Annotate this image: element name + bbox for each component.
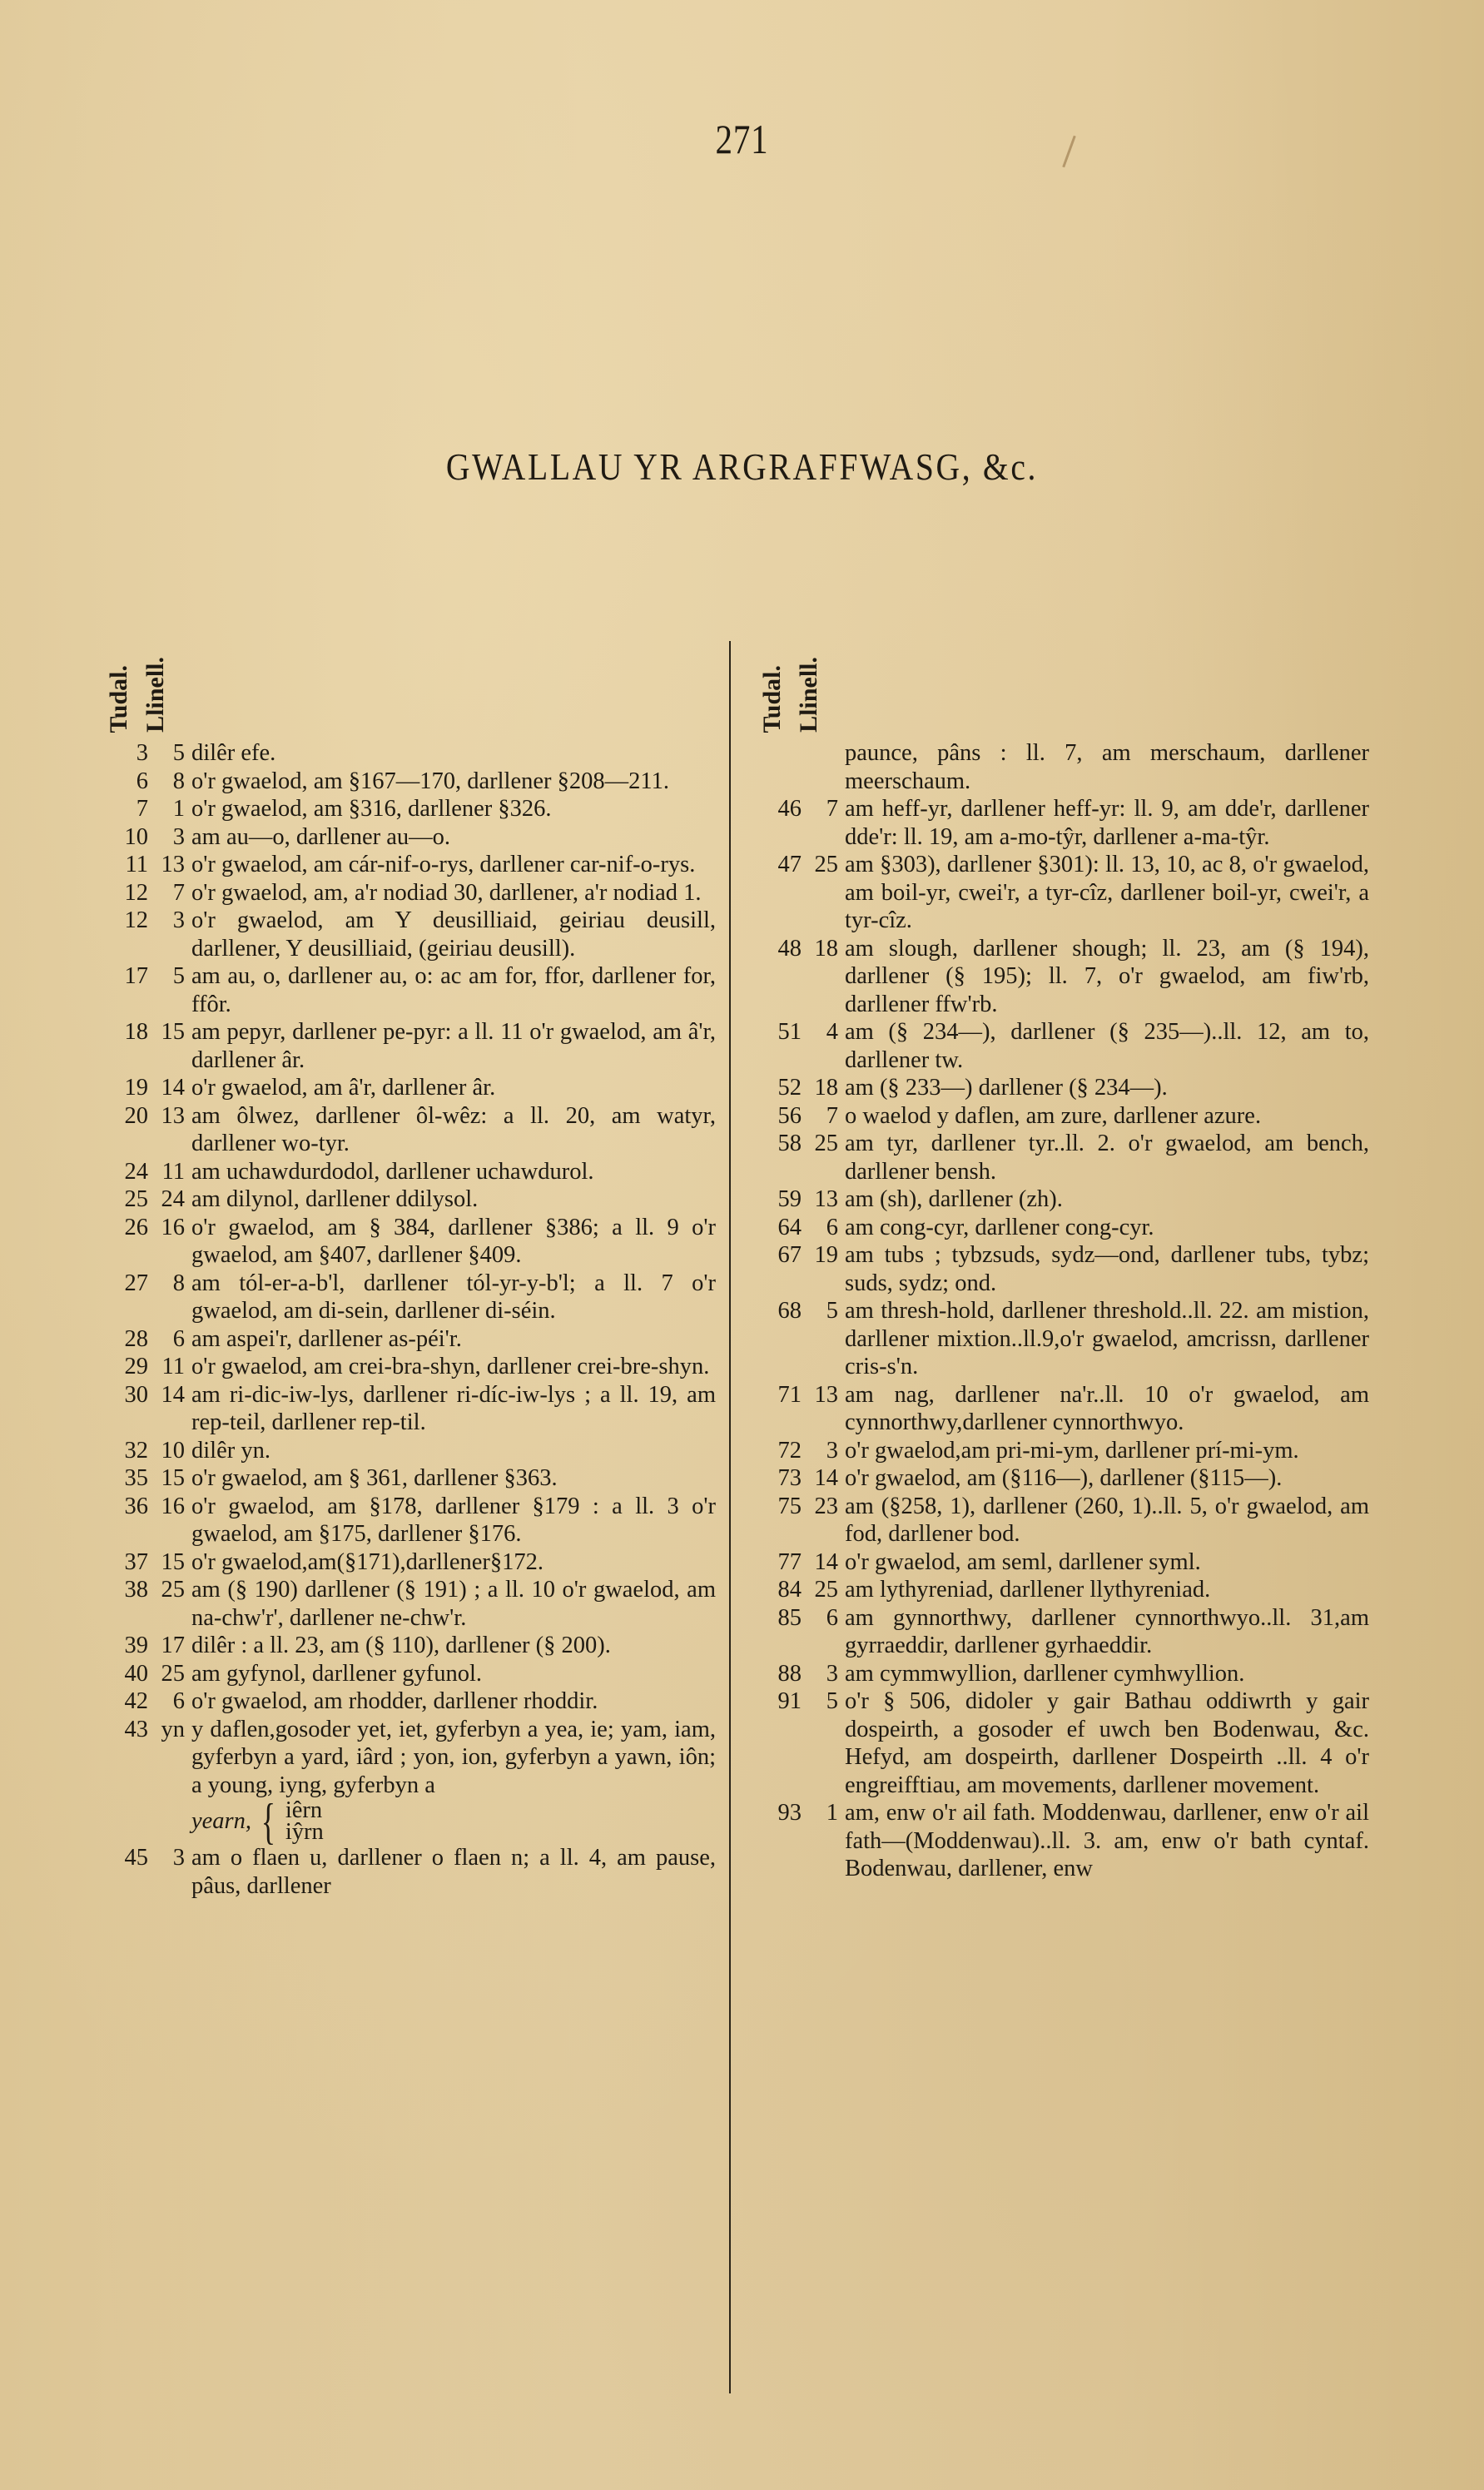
- column-header: [100, 633, 716, 739]
- entry-page-number: 24: [124, 1158, 148, 1185]
- errata-entry: [100, 1353, 716, 1381]
- entry-correction-text: o'r gwaelod, am rhodder, darllener rhoddir.: [191, 1688, 598, 1714]
- header-llinell: Llinell.: [795, 657, 822, 733]
- entry-correction-text: am dilynol, darllener ddilysol.: [191, 1186, 479, 1212]
- entry-correction-text: am heff-yr, darllener heff-yr: ll. 9, am dde'r, darllener dde'r: ll. 19, am a-mo-tŷr, darllener a-ma-tŷr.: [845, 796, 1369, 850]
- errata-entry: [753, 1548, 1369, 1577]
- entry-correction-text: paunce, pâns : ll. 7, am merschaum, darllener meerschaum.: [845, 740, 1369, 794]
- errata-entry: [100, 795, 716, 823]
- entry-line-number: 13: [161, 852, 185, 877]
- entry-correction-text: am tyr, darllener tyr..ll. 2. o'r gwaelod, am bench, darllener bensh.: [845, 1131, 1369, 1185]
- entry-line-number: 13: [814, 1186, 838, 1212]
- entry-page-number: 93: [777, 1800, 802, 1826]
- entry-line-number: 3: [826, 1660, 838, 1687]
- entry-correction-text: am gynnorthwy, darllener cynnorthwyo..ll. 31,am gyrraeddir, darllener gyrhaeddir.: [845, 1604, 1369, 1658]
- errata-entry: [100, 1632, 716, 1660]
- entry-line-number: 15: [161, 1548, 185, 1575]
- entry-line-number: 1: [826, 1800, 838, 1826]
- entry-page-number: 27: [124, 1270, 148, 1296]
- entry-page-number: 68: [777, 1298, 802, 1324]
- entry-line-number: 3: [172, 823, 185, 850]
- column-divider: [729, 641, 731, 2393]
- entry-correction-text: am tól-er-a-b'l, darllener tól-yr-y-b'l; a ll. 7 o'r gwaelod, am di-sein, darllener di-séin.: [191, 1270, 716, 1324]
- entry-page-number: 84: [777, 1577, 802, 1603]
- errata-entry: [100, 1493, 716, 1548]
- entry-page-number: 6: [136, 768, 148, 794]
- entry-correction-text: o'r gwaelod, am § 384, darllener §386; a ll. 9 o'r gwaelod, am §407, darllener §409.: [191, 1214, 716, 1268]
- header-tudal: Tudal.: [758, 664, 786, 733]
- entry-line-number: 5: [172, 740, 185, 766]
- entry-line-number: 25: [161, 1660, 185, 1687]
- errata-entry: [753, 1576, 1369, 1604]
- entry-correction-text: am ôlwez, darllener ôl-wêz: a ll. 20, am watyr, darllener wo-tyr.: [191, 1102, 716, 1156]
- entry-line-number: 13: [161, 1102, 185, 1129]
- entry-page-number: 71: [777, 1381, 802, 1408]
- entry-line-number: 24: [161, 1186, 185, 1212]
- brace-word: yearn,: [191, 1808, 252, 1834]
- entry-correction-text: am gyfynol, darllener gyfunol.: [191, 1660, 483, 1687]
- entry-correction-text: am au—o, darllener au—o.: [191, 823, 451, 850]
- entry-line-number: 11: [161, 1354, 185, 1379]
- entry-line-number: 15: [161, 1019, 185, 1045]
- entry-line-number: 13: [814, 1381, 838, 1408]
- entry-line-number: 6: [826, 1214, 838, 1240]
- entry-correction-text: dilêr efe.: [191, 740, 276, 766]
- errata-entry: [753, 1297, 1369, 1381]
- errata-entry: [100, 1464, 716, 1493]
- entry-correction-text: o'r gwaelod, am §316, darllener §326.: [191, 796, 552, 822]
- entry-page-number: 39: [124, 1633, 148, 1658]
- entry-line-number: 5: [172, 963, 185, 989]
- entry-line-number: 8: [172, 1270, 185, 1296]
- entry-correction-text: am (sh), darllener (zh).: [845, 1186, 1063, 1212]
- errata-entry: [100, 1687, 716, 1716]
- entry-page-number: 36: [124, 1493, 148, 1519]
- errata-entry: [753, 1381, 1369, 1437]
- entry-correction-text: o'r gwaelod, am § 361, darllener §363.: [191, 1465, 558, 1491]
- entry-line-number: 6: [172, 1325, 185, 1352]
- entry-line-number: 25: [814, 852, 838, 877]
- entry-line-number: 25: [814, 1577, 838, 1603]
- entry-correction-text: dilêr : a ll. 23, am (§ 110), darllener (§ 200).: [191, 1633, 611, 1658]
- entry-page-number: 35: [124, 1465, 148, 1491]
- entry-line-number: 4: [826, 1019, 838, 1045]
- entry-page-number: 64: [777, 1214, 802, 1240]
- errata-entry: [100, 1660, 716, 1688]
- entry-correction-text: o'r gwaelod, am â'r, darllener âr.: [191, 1075, 496, 1101]
- entry-correction-text: am aspei'r, darllener as-péi'r.: [191, 1325, 462, 1352]
- errata-entry: [100, 823, 716, 852]
- errata-entry: [100, 768, 716, 796]
- entry-page-number: 42: [124, 1688, 148, 1714]
- entry-correction-text: dilêr yn.: [191, 1437, 270, 1464]
- entry-correction-text: o'r gwaelod,am pri-mi-ym, darllener prí-mi-ym.: [845, 1437, 1299, 1464]
- errata-entry: [753, 1660, 1369, 1688]
- errata-entry: [753, 795, 1369, 851]
- entry-page-number: 32: [124, 1437, 148, 1464]
- entry-line-number: 7: [826, 796, 838, 822]
- entry-page-number: 10: [124, 823, 148, 850]
- errata-entry: [753, 1687, 1369, 1799]
- column-header: [753, 633, 1369, 739]
- entry-line-number: 3: [172, 1845, 185, 1871]
- entry-page-number: 12: [124, 907, 148, 933]
- entry-correction-text: am o flaen u, darllener o flaen n; a ll. 4, am pause, pâus, darllener: [191, 1845, 716, 1899]
- errata-entry: [753, 1241, 1369, 1297]
- entry-line-number: 8: [172, 768, 185, 794]
- entry-line-number: 14: [161, 1381, 185, 1408]
- entry-correction-text: am cong-cyr, darllener cong-cyr.: [845, 1214, 1154, 1240]
- entry-page-number: 18: [124, 1019, 148, 1045]
- errata-entry: [753, 1130, 1369, 1185]
- entry-correction-text: am slough, darllener shough; ll. 23, am (§ 194), darllener (§ 195); ll. 7, o'r gwaelod, am fiw'rb, darllener ffw'rb.: [845, 935, 1369, 1017]
- entry-page-number: 48: [777, 935, 802, 962]
- entry-page-number: 38: [124, 1577, 148, 1603]
- entry-correction-text: am uchawdurdodol, darllener uchawdurol.: [191, 1158, 594, 1185]
- entry-line-number: 14: [161, 1075, 185, 1101]
- entry-page-number: 26: [124, 1214, 148, 1240]
- entry-correction-text: o'r gwaelod, am (§116—), darllener (§115—).: [845, 1465, 1283, 1491]
- errata-entry: [753, 1102, 1369, 1131]
- entry-correction-text: o'r gwaelod, am §167—170, darllener §208—211.: [191, 768, 669, 794]
- errata-entry: [100, 879, 716, 907]
- errata-entry: [100, 1325, 716, 1354]
- entry-page-number: 17: [124, 963, 148, 989]
- entry-line-number: 17: [161, 1633, 185, 1658]
- entry-line-number: 6: [172, 1688, 185, 1714]
- entry-page-number: 37: [124, 1548, 148, 1575]
- entry-line-number: 16: [161, 1214, 185, 1240]
- entry-line-number: yn: [161, 1716, 185, 1742]
- errata-entry: [100, 1102, 716, 1158]
- entry-page-number: 45: [124, 1845, 148, 1871]
- brace-option: iêrn: [285, 1797, 323, 1823]
- errata-entry: [100, 739, 716, 768]
- entry-correction-text: o'r gwaelod, am, a'r nodiad 30, darllener, a'r nodiad 1.: [191, 879, 702, 906]
- errata-entry: [753, 1464, 1369, 1493]
- errata-entry: [100, 907, 716, 962]
- entry-page-number: 43: [124, 1716, 148, 1742]
- entry-correction-text: am, enw o'r ail fath. Moddenwau, darllener, enw o'r ail fath—(Moddenwau)..ll. 3. am, enw o'r bath cyntaf. Bodenwau, darllener, enw: [845, 1800, 1369, 1881]
- entry-page-number: 85: [777, 1604, 802, 1631]
- entry-page-number: 52: [777, 1075, 802, 1101]
- entry-correction-text: am ri-dic-iw-lys, darllener ri-díc-iw-lys ; a ll. 19, am rep-teil, darllener rep-til.: [191, 1381, 716, 1435]
- entry-page-number: 58: [777, 1131, 802, 1156]
- entry-line-number: 5: [826, 1688, 838, 1714]
- entry-page-number: 11: [125, 852, 148, 877]
- entry-page-number: 72: [777, 1437, 802, 1464]
- errata-entry: [100, 1185, 716, 1214]
- errata-entry: [100, 1158, 716, 1186]
- errata-entry: [100, 1214, 716, 1270]
- errata-column-right: [753, 633, 1369, 1883]
- entry-correction-text: am (§258, 1), darllener (260, 1)..ll. 5, o'r gwaelod, am fod, darllener bod.: [845, 1493, 1369, 1547]
- errata-column-left: [100, 633, 716, 1900]
- errata-entry: [100, 1576, 716, 1632]
- entry-correction-text: am cymmwyllion, darllener cymhwyllion.: [845, 1660, 1245, 1687]
- header-llinell: Llinell.: [141, 657, 169, 733]
- entry-page-number: 59: [777, 1186, 802, 1212]
- entry-page-number: 47: [777, 852, 802, 877]
- page-title: GWALLAU YR ARGRAFFWASG, &c.: [445, 446, 1039, 488]
- errata-list: [100, 739, 716, 1900]
- page-number: 271: [715, 116, 769, 162]
- entry-line-number: 25: [161, 1577, 185, 1603]
- entry-page-number: 67: [777, 1242, 802, 1268]
- entry-line-number: 5: [826, 1298, 838, 1324]
- entry-line-number: 18: [814, 1075, 838, 1101]
- entry-page-number: 75: [777, 1493, 802, 1519]
- entry-correction-text: am thresh-hold, darllener threshold..ll. 22. am mistion, darllener mixtion..ll.9,o'r gwaelod, amcrissn, darllener cris-s'n.: [845, 1298, 1369, 1379]
- entry-line-number: 23: [814, 1493, 838, 1519]
- entry-line-number: 14: [814, 1548, 838, 1575]
- errata-entry: [753, 1074, 1369, 1102]
- errata-entry: [100, 1270, 716, 1325]
- entry-correction-text: am pepyr, darllener pe-pyr: a ll. 11 o'r gwaelod, am â'r, darllener âr.: [191, 1019, 716, 1073]
- entry-page-number: 91: [777, 1688, 802, 1714]
- entry-page-number: 51: [777, 1019, 802, 1045]
- errata-entry: [100, 1437, 716, 1465]
- entry-page-number: 12: [124, 879, 148, 906]
- entry-line-number: 25: [814, 1131, 838, 1156]
- entry-line-number: 7: [172, 879, 185, 906]
- entry-line-number: 19: [814, 1242, 838, 1268]
- entry-correction-text: am lythyreniad, darllener llythyreniad.: [845, 1577, 1211, 1603]
- errata-entry: [753, 851, 1369, 935]
- entry-page-number: 20: [124, 1102, 148, 1129]
- entry-correction-text: am (§ 190) darllener (§ 191) ; a ll. 10 o'r gwaelod, am na-chw'r', darllener ne-chw'r.: [191, 1577, 716, 1631]
- brace-alternatives: [191, 1794, 716, 1849]
- entry-line-number: 7: [826, 1102, 838, 1129]
- brace-options: [285, 1797, 324, 1845]
- entry-correction-text: o'r gwaelod,am(§171),darllener§172.: [191, 1548, 543, 1575]
- entry-correction-text: y daflen,gosoder yet, iet, gyferbyn a yea, ie; yam, iam, gyferbyn a yard, iârd ; yon, ion, gyferbyn a yawn, iôn; a young, iyng, gyferbyn a: [191, 1716, 716, 1798]
- errata-entry: [100, 1716, 716, 1800]
- entry-correction-text: am nag, darllener na'r..ll. 10 o'r gwaelod, am cynnorthwy,darllener cynnorthwyo.: [845, 1381, 1369, 1435]
- errata-entry: [100, 851, 716, 879]
- entry-page-number: 19: [124, 1075, 148, 1101]
- errata-entry: [753, 935, 1369, 1019]
- errata-entry: [753, 1018, 1369, 1074]
- entry-correction-text: o'r § 506, didoler y gair Bathau oddiwrth y gair dospeirth, a gosoder ef uwch ben Bodenwau, &c. Hefyd, am dospeirth, darllener Dospeirth ..ll. 4 o'r engreifftiau, am movements, darllener movement.: [845, 1688, 1369, 1798]
- errata-entry: [753, 1493, 1369, 1548]
- entry-correction-text: am §303), darllener §301): ll. 13, 10, ac 8, o'r gwaelod, am boil-yr, cwei'r, a tyr-cîz, darllener boil-yr, cwei'r, a tyr-cîz.: [845, 852, 1369, 933]
- errata-entry: [753, 1214, 1369, 1242]
- left-brace-icon: {: [261, 1794, 276, 1849]
- brace-option: iŷrn: [285, 1819, 324, 1845]
- entry-correction-text: am tubs ; tybzsuds, sydz—ond, darllener tubs, tybz; suds, sydz; ond.: [845, 1242, 1369, 1296]
- entry-correction-text: am (§ 233—) darllener (§ 234—).: [845, 1075, 1168, 1101]
- entry-line-number: 6: [826, 1604, 838, 1631]
- entry-line-number: 14: [814, 1465, 838, 1491]
- errata-entry: [100, 1381, 716, 1437]
- entry-correction-text: o'r gwaelod, am seml, darllener syml.: [845, 1548, 1201, 1575]
- entry-page-number: 30: [124, 1381, 148, 1408]
- entry-page-number: 73: [777, 1465, 802, 1491]
- header-tudal: Tudal.: [105, 664, 132, 733]
- entry-correction-text: o'r gwaelod, am cár-nif-o-rys, darllener car-nif-o-rys.: [191, 852, 696, 877]
- errata-entry: [100, 1844, 716, 1900]
- entry-correction-text: o'r gwaelod, am Y deusilliaid, geiriau deusill, darllener, Y deusilliaid, (geiriau deusill).: [191, 907, 716, 962]
- entry-line-number: 15: [161, 1465, 185, 1491]
- errata-entry: [753, 1185, 1369, 1214]
- entry-line-number: 1: [172, 796, 185, 822]
- entry-line-number: 3: [172, 907, 185, 933]
- entry-line-number: 3: [826, 1437, 838, 1464]
- errata-entry: [100, 962, 716, 1018]
- errata-entry: [753, 1799, 1369, 1883]
- entry-correction-text: am au, o, darllener au, o: ac am for, ffor, darllener for, ffôr.: [191, 963, 716, 1017]
- entry-correction-text: o'r gwaelod, am §178, darllener §179 : a ll. 3 o'r gwaelod, am §175, darllener §176.: [191, 1493, 716, 1547]
- entry-correction-text: o'r gwaelod, am crei-bra-shyn, darllener crei-bre-shyn.: [191, 1354, 710, 1379]
- entry-page-number: 25: [124, 1186, 148, 1212]
- entry-page-number: 56: [777, 1102, 802, 1129]
- errata-entry: [753, 739, 1369, 795]
- entry-page-number: 46: [777, 796, 802, 822]
- errata-entry: [753, 1604, 1369, 1660]
- entry-line-number: 16: [161, 1493, 185, 1519]
- errata-list: [753, 739, 1369, 1883]
- errata-entry: [100, 1548, 716, 1577]
- errata-entry: [100, 1074, 716, 1102]
- errata-entry: [753, 1437, 1369, 1465]
- entry-page-number: 7: [136, 796, 148, 822]
- entry-correction-text: am (§ 234—), darllener (§ 235—)..ll. 12, am to, darllener tw.: [845, 1019, 1369, 1073]
- entry-line-number: 10: [161, 1437, 185, 1464]
- entry-page-number: 3: [136, 740, 148, 766]
- errata-entry: [100, 1018, 716, 1074]
- entry-line-number: 18: [814, 935, 838, 962]
- entry-page-number: 29: [124, 1354, 148, 1379]
- entry-page-number: 40: [124, 1660, 148, 1687]
- entry-correction-text: o waelod y daflen, am zure, darllener azure.: [845, 1102, 1262, 1129]
- entry-page-number: 77: [777, 1548, 802, 1575]
- entry-line-number: 11: [161, 1158, 185, 1185]
- entry-page-number: 28: [124, 1325, 148, 1352]
- entry-page-number: 88: [777, 1660, 802, 1687]
